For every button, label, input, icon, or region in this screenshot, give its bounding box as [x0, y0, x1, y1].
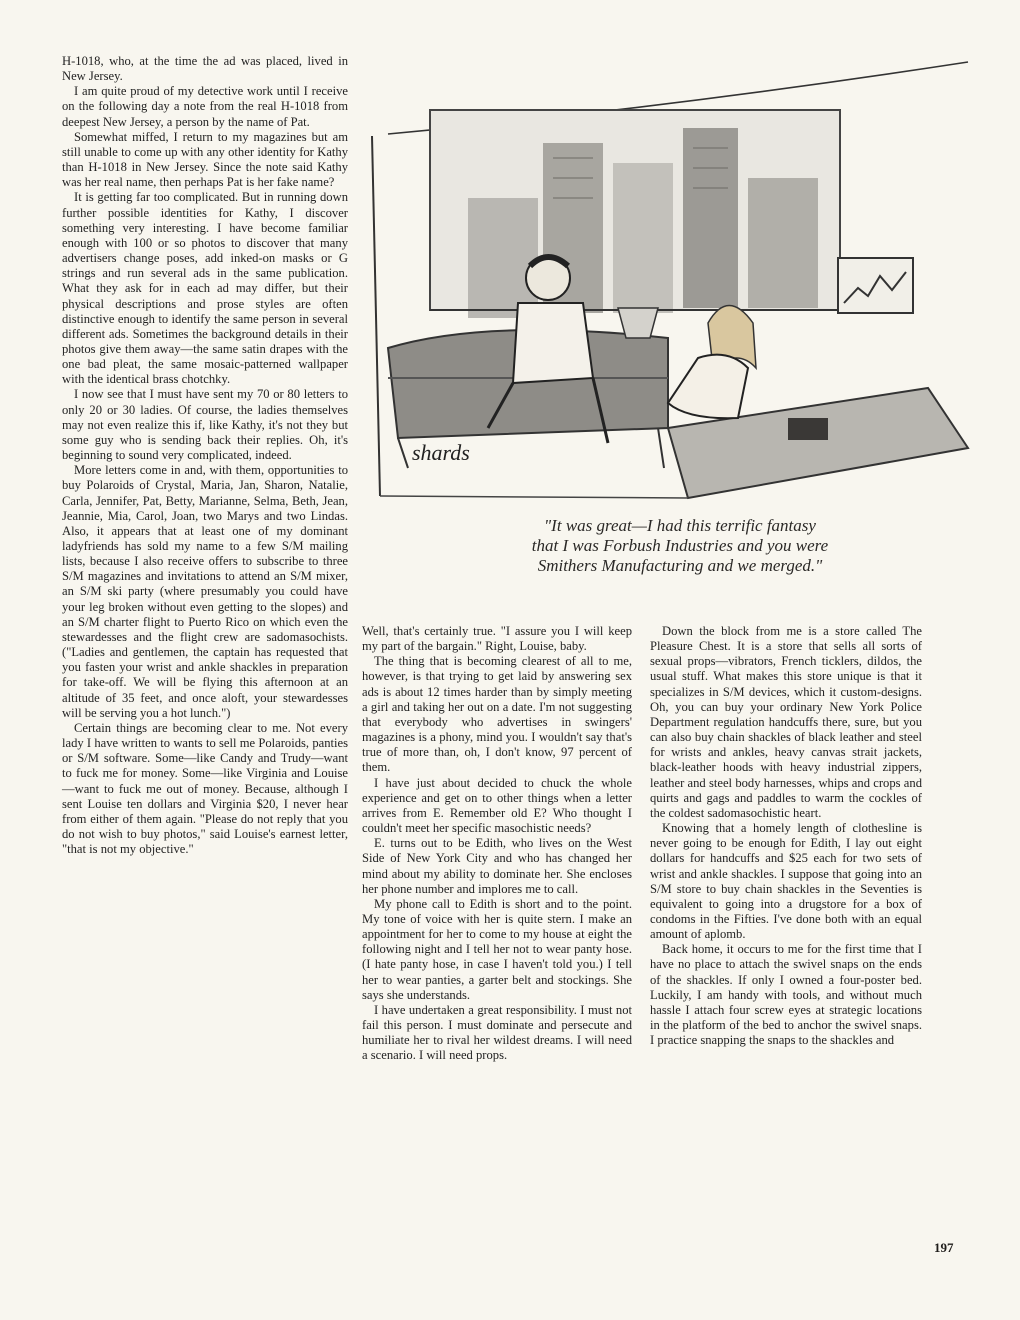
- cartoonist-signature: shards: [412, 440, 470, 465]
- paragraph: I am quite proud of my detective work until I receive on the following day a note from the real H-1018 from deepest New Jersey, a person by the name of Pat.: [62, 84, 348, 129]
- article-column-1: [62, 54, 348, 857]
- caption-line: Smithers Manufacturing and we merged.": [537, 556, 823, 575]
- cartoon-drawing: [368, 48, 980, 510]
- caption-line: that I was Forbush Industries and you were: [531, 536, 829, 555]
- paragraph: E. turns out to be Edith, who lives on the West Side of New York City and who has changed her mind about my ability to dominate her. She encloses her phone number and implores me to call.: [362, 836, 632, 896]
- article-column-2: [362, 624, 632, 1064]
- paragraph: The thing that is becoming clearest of all to me, however, is that trying to get laid by answering sex ads is about 12 times harder than by simply meeting a girl and taking her out on a date. I'm not suggesting that everybody who advertises in swingers' magazines is a phony, mind you. I wouldn't say that's true of more than, oh, I don't know, 97 percent of them.: [362, 654, 632, 775]
- paragraph: I have undertaken a great responsibility. I must not fail this person. I must dominate and persecute and humiliate her to rival her wildest dreams. I will need a scenario. I will need props.: [362, 1002, 632, 1063]
- paragraph: Somewhat miffed, I return to my magazines but am still unable to come up with any other identity for Kathy than H-1018 in New Jersey. Since the note said Kathy was her real name, then perhaps Pat is her fake name?: [62, 129, 348, 190]
- cartoon-illustration: [368, 48, 980, 510]
- paragraph: Well, that's certainly true. "I assure you I will keep my part of the bargain." Right, Louise, baby.: [362, 624, 632, 654]
- paragraph: Knowing that a homely length of clothesline is never going to be enough for Edith, I lay out eight dollars for handcuffs and $25 each for two sets of wrist and ankle shackles. I suppose that going into an S/M store to buy chain shackles in the Seventies is equivalent to going into a drugstore for a box of condoms in the Fifties. I've done both with an equal amount of aplomb.: [650, 821, 922, 942]
- paragraph: Back home, it occurs to me for the first time that I have no place to attach the swivel snaps on the ends of the shackles. If only I owned a four-poster bed. Luckily, I am handy with tools, and without much hassle I attach four screw eyes at strategic locations in the platform of the bed to anchor the swivel snaps. I practice snapping the snaps to the shackles and: [650, 942, 922, 1048]
- paragraph: It is getting far too complicated. But in running down further possible identities for Kathy, I discover something very interesting. I have become familiar enough with 100 or so photos to discover that many advertisers change poses, add inked-on masks or G strings and run several ads in the same publication. What they ask for in each ad may differ, but their physical descriptions and prose styles are often distinctive enough to identify the same person in several different ads. Sometimes the background details in their photos give them away—the same satin drapes with the one bad pleat, the same mosaic-patterned wallpaper with the identical brass chotchky.: [62, 190, 348, 387]
- page-number: 197: [934, 1240, 954, 1255]
- paragraph: More letters come in and, with them, opportunities to buy Polaroids of Crystal, Maria, Jan, Sharon, Natalie, Carla, Jennifer, Pat, Betty, Marianne, Selma, Beth, Jean, Jeannie, Mia, Carol, Joan, two Marys and two Lindas. Also, it appears that at least one of my dominant ladyfriends has sold my name to a few S/M mailing lists, because I also receive offers to subscribe to three S/M magazines and invitations to attend an S/M mixer, an S/M ski party (where presumably you could have your leg broken without even getting to the slopes) and an S/M charter flight to Puerto Rico on which even the stewardesses and the flight crew are sadomasochists. ("Ladies and gentlemen, the captain has requested that you fasten your wrist and ankle shackles in preparation for take-off. We will be flying this afternoon at an altitude of 35 feet, and once aloft, your stewardesses will be serving you a hot lunch."): [62, 463, 348, 720]
- cartoon-caption: [470, 516, 890, 576]
- paragraph: Certain things are becoming clear to me. Not every lady I have written to wants to sell me Polaroids, panties or S/M software. Some—like Candy and Trudy—want to fuck me for money. Some—like Virginia and Louise—want to fuck me out of money. Because, although I sent Louise ten dollars and Virginia $20, I never hear from either of them again. "Please do not reply that you do not wish to buy photos," said Louise's earnest letter, "that is not my objective.": [62, 720, 348, 857]
- paragraph: I now see that I must have sent my 70 or 80 letters to only 20 or 30 ladies. Of course, the ladies themselves may not even realize this if, like Kathy, it's not they but some guy who is sending back their replies. Oh, it's beginning to sound very complicated, indeed.: [62, 387, 348, 463]
- paragraph: Down the block from me is a store called The Pleasure Chest. It is a store that sells all sorts of sexual props—vibrators, French ticklers, dildos, the usual stuff. What makes this store unique is that it specializes in S/M devices, which it custom-designs. Oh, you can buy your ordinary New York Police Department regulation handcuffs there, sure, but you can also buy chain shackles of black leather and steel for wrists and ankles, heavy canvas strait jackets, black-leather hoods with heavy industrial zippers, leather and steel body harnesses, whips and crops and quirts and gags and paddles to warm the cockles of the coldest sadomasochistic heart.: [650, 624, 922, 820]
- paragraph: H-1018, who, at the time the ad was placed, lived in New Jersey.: [62, 54, 348, 84]
- paragraph: My phone call to Edith is short and to the point. My tone of voice with her is quite stern. I make an appointment for her to come to my house at eight the following night and I tell her not to wear panty hose. (I hate panty hose, in case I haven't told you.) I tell her to wear panties, a garter belt and stockings. She says she understands.: [362, 896, 632, 1002]
- article-column-3: [650, 624, 922, 1048]
- paragraph: I have just about decided to chuck the whole experience and get on to other things when a letter arrives from E. Remember old E? Who thought I couldn't meet her specific masochistic needs?: [362, 775, 632, 836]
- caption-line: "It was great—I had this terrific fantasy: [544, 516, 816, 535]
